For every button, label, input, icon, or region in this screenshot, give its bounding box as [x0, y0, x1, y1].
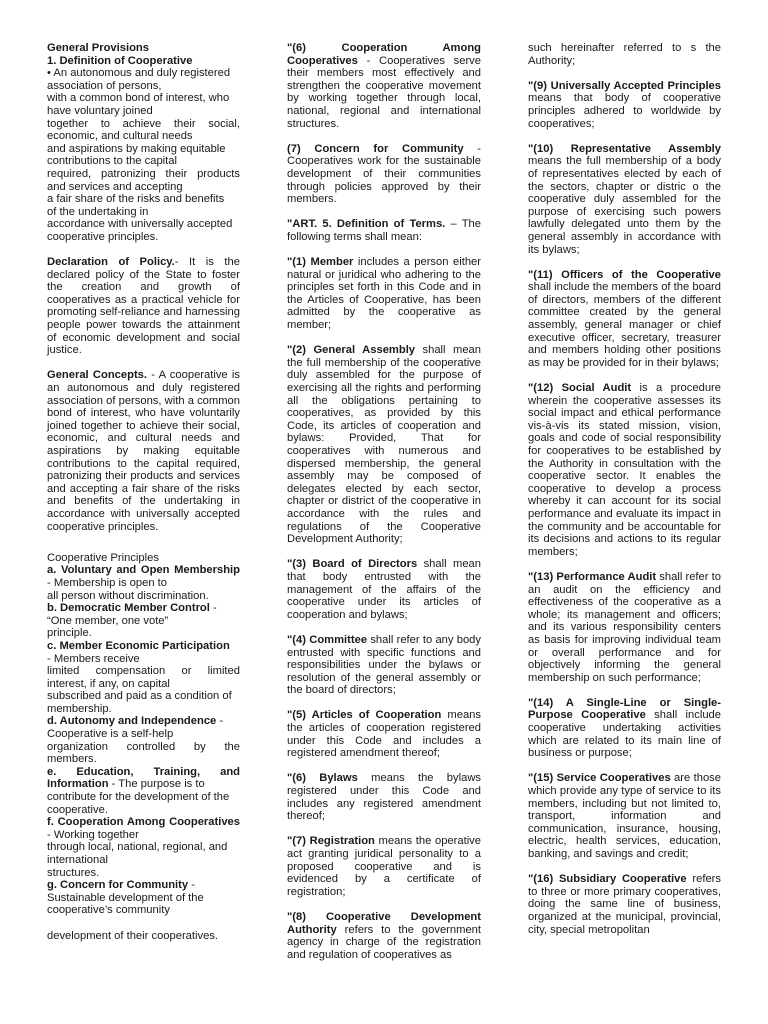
- text-line: contributions to the capital: [47, 155, 177, 168]
- article-5-heading: [287, 218, 481, 243]
- text-line: cooperative’s community: [47, 904, 170, 917]
- definition-16: [528, 873, 721, 936]
- body-text: – The following terms shall mean:: [287, 218, 481, 243]
- text-line: principle.: [47, 627, 92, 640]
- term: "(1) Member: [287, 256, 354, 269]
- text-line: and aspirations by making equitable: [47, 142, 226, 155]
- body-text: -: [216, 715, 224, 728]
- term: "(6) Cooperation Among Cooperatives: [287, 42, 481, 67]
- definition-of-cooperative: [47, 67, 240, 243]
- body-text: - Cooperatives serve their members most effectively and strengthen the cooperative movement by working together through local, national, regional and international structures.: [287, 54, 481, 130]
- body-text: shall refer to an audit on the efficiency and effectiveness of the cooperative as a whole; its management and officers; and its various responsibility centers as basis for improving individual team or overall performance and for objectively informing the general membership on such performance;: [528, 570, 721, 684]
- cooperation-among-cooperatives: [287, 42, 481, 130]
- definition-1: [287, 256, 481, 332]
- term: "(4) Committee: [287, 633, 368, 646]
- principle-a: [47, 564, 240, 602]
- term: c. Member Economic Participation: [47, 639, 230, 652]
- principle-e: [47, 766, 240, 816]
- text-line: have voluntary joined: [47, 104, 153, 117]
- text-line: Sustainable development of the: [47, 891, 204, 904]
- body-text: shall mean the full membership of the cooperative duly assembled for the purpose of exercising all the rights and performing all the obligations pertaining to cooperatives, as provided by this Code, its articles of cooperation and bylaws: Provided, That for cooperatives with numerous and dispersed membership, the general assembly may be composed of delegates elected by each sector, chapter or district of the cooperative in accordance with the rules and regulations of the Cooperative Development Authority;: [287, 344, 481, 546]
- term: g. Concern for Community: [47, 879, 189, 892]
- body-text: is a procedure wherein the cooperative assesses its social impact and ethical performance vis-à-vis its stated mission, vision, goals and code of social responsibility for cooperatives to be established by the Authority in consultation with the cooperative sector. It enables the cooperative to develop a process whereby it can account for its social performance and evaluate its impact in the community and be accountable for its decisions and actions to its regular members;: [528, 382, 721, 558]
- definition-9: [528, 80, 721, 130]
- body-text: - Working together: [47, 828, 139, 841]
- term: Declaration of Policy.: [47, 256, 175, 269]
- principle-b: [47, 602, 240, 640]
- general-concepts: [47, 369, 240, 533]
- term: "(14) A Single-Line or Single-Purpose Cooperative: [528, 696, 721, 722]
- body-text: shall mean that body entrusted with the management of the affairs of the cooperative under its articles of cooperation and bylaws;: [287, 558, 481, 621]
- text-line: structures.: [47, 866, 100, 879]
- definition-2: [287, 344, 481, 546]
- definition-12: [528, 382, 721, 558]
- text-line: subscribed and paid as a condition of: [47, 690, 232, 703]
- text-line: a fair share of the risks and benefits: [47, 193, 225, 206]
- text-line: - Members receive: [47, 652, 140, 665]
- definition-heading: 1. Definition of Cooperative: [47, 54, 193, 67]
- column-2: [287, 42, 481, 974]
- principles-heading: Cooperative Principles: [47, 551, 159, 564]
- definition-5: [287, 709, 481, 759]
- term: d. Autonomy and Independence: [47, 715, 217, 728]
- term: "(6) Bylaws: [287, 772, 358, 785]
- definition-11: [528, 269, 721, 370]
- section-heading: General Provisions: [47, 42, 149, 54]
- definition-10: [528, 143, 721, 256]
- definition-4: [287, 634, 481, 697]
- term: "(9) Universally Accepted Principles: [528, 79, 721, 92]
- body-text: shall refer to any body entrusted with specific functions and responsibilities under the bylaws or resolution of the general assembly or the board of directors;: [287, 633, 481, 697]
- text-line: and services and accepting: [47, 180, 183, 193]
- body-text: means the full membership of a body of representatives elected by each of the sectors, chapter or distric o the cooperative duly assembled for the purpose of exercising such powers lawfully delegated unto them by the general assembly in accordance with its bylaws;: [528, 155, 721, 256]
- term: "(3) Board of Directors: [287, 558, 418, 571]
- term: f. Cooperation Among Cooperatives: [47, 816, 240, 829]
- body-text: - A cooperative is an autonomous and duly registered association of persons, with a common bond of interest, who have voluntarily joined together to achieve their social, economic, and cultural needs and aspirations by making equitable contributions to the capital required, patronizing their products and services and accepting a fair share of the risks and benefits of the undertaking in accordance with universally accepted cooperative principles.: [47, 369, 240, 533]
- body-text: means the articles of cooperation registered under this Code and includes a registered amendment thereof;: [287, 709, 481, 760]
- text-line: together to achieve their social,: [47, 117, 240, 130]
- principle-g: [47, 879, 240, 917]
- term: "(10) Representative Assembly: [528, 142, 721, 155]
- term: e. Education, Training, and Information: [47, 765, 240, 791]
- definition-8: [287, 911, 481, 961]
- text-line: required, patronizing their products: [47, 167, 240, 180]
- text-line: membership.: [47, 702, 112, 715]
- term: "ART. 5. Definition of Terms.: [287, 218, 446, 231]
- principle-c: [47, 640, 240, 716]
- text-line: organization controlled by the: [47, 740, 240, 753]
- term: "(16) Subsidiary Cooperative: [528, 873, 687, 886]
- definition-7: [287, 835, 481, 898]
- text-line: contribute for the development of the: [47, 791, 230, 804]
- term: "(12) Social Audit: [528, 382, 632, 395]
- text-line: cooperative principles.: [47, 230, 159, 243]
- declaration-of-policy: [47, 256, 240, 357]
- text-line: “One member, one vote”: [47, 614, 169, 627]
- body-text: means the bylaws registered under this Code and includes any registered amendment thereof;: [287, 772, 481, 823]
- term: General Concepts.: [47, 369, 148, 382]
- column-1: [47, 42, 240, 942]
- principle-d: [47, 715, 240, 765]
- concern-for-community: [287, 143, 481, 206]
- body-text: -: [188, 879, 195, 892]
- term: "(11) Officers of the Cooperative: [528, 268, 721, 281]
- body-text: means the operative act granting juridical personality to a proposed cooperative and is evidenced by a certificate of registration;: [287, 835, 482, 898]
- body-text: - It is the declared policy of the State to foster the creation and growth of cooperatives as a practical vehicle for promoting self-reliance and harnessing people power towards the attainment of economic development and social justice.: [47, 256, 240, 357]
- term: "(7) Registration: [287, 835, 375, 848]
- text-line: cooperative.: [47, 803, 108, 816]
- text-line: • An autonomous and duly registered: [47, 67, 231, 80]
- text-line: international: [47, 854, 108, 866]
- body-text: -: [209, 602, 217, 615]
- term: "(5) Articles of Cooperation: [287, 709, 442, 722]
- term: a. Voluntary and Open Membership: [47, 564, 240, 577]
- text-line: members.: [47, 753, 97, 766]
- text-line: association of persons,: [47, 79, 162, 92]
- text-line: accordance with universally accepted: [47, 218, 233, 231]
- definition-6: [287, 772, 481, 822]
- definition-3: [287, 558, 481, 621]
- body-text: - Cooperatives work for the sustainable development of their communities through policies approved by their members.: [287, 142, 481, 206]
- body-text: refers to three or more primary cooperatives, doing the same line of business, organized at the municipal, provincial, city, special metropolitan: [528, 873, 721, 936]
- body-text: are those which provide any type of service to its members, including but not limited to, transport, information and communication, insurance, housing, electric, health services, education, banking, and savings and credit;: [528, 772, 721, 860]
- term: b. Democratic Member Control: [47, 602, 210, 615]
- text-line: Cooperative is a self-help: [47, 728, 174, 741]
- term: "(13) Performance Audit: [528, 570, 657, 583]
- term: "(2) General Assembly: [287, 344, 416, 357]
- text-line: all person without discrimination.: [47, 589, 209, 602]
- text-line: economic, and cultural needs: [47, 130, 193, 143]
- body-text: shall include the members of the board of directors, members of the different committee created by the general assembly, general manager or chief executive officer, secretary, treasurer and members holding other positions as may be provided for in their bylaws;: [528, 281, 721, 369]
- definition-15: [528, 772, 721, 860]
- text-line: through local, national, regional, and: [47, 841, 228, 854]
- body-text: means that body of cooperative principles adhered to worldwide by cooperatives;: [528, 92, 721, 130]
- body-text: - Membership is open to: [47, 576, 168, 589]
- term: "(8) Cooperative Development Authority: [287, 910, 481, 936]
- body-text: - The purpose is to: [108, 778, 205, 791]
- principle-f: [47, 816, 240, 879]
- body-text: shall include cooperative undertaking activities which are related to its main line of business or purpose;: [528, 709, 721, 760]
- closing-line: development of their cooperatives.: [47, 929, 219, 942]
- term: "(15) Service Cooperatives: [528, 772, 671, 785]
- text-line: with a common bond of interest, who: [47, 92, 230, 105]
- text-line: limited compensation or limited: [47, 665, 240, 678]
- body-text: refers to the government agency in charge of the registration and regulation of cooperatives as: [287, 923, 481, 961]
- body-text: includes a person either natural or juridical who adhering to the principles set forth in this Code and in the Articles of Cooperative, has been admitted by the cooperative as member;: [287, 256, 481, 332]
- text-line: of the undertaking in: [47, 205, 149, 218]
- definition-13: [528, 571, 721, 684]
- continued-text: such hereinafter referred to s the Authority;: [528, 42, 721, 67]
- definition-14: [528, 697, 721, 760]
- term: (7) Concern for Community: [287, 142, 464, 155]
- text-line: interest, if any, on capital: [47, 677, 170, 690]
- column-3: [528, 42, 721, 949]
